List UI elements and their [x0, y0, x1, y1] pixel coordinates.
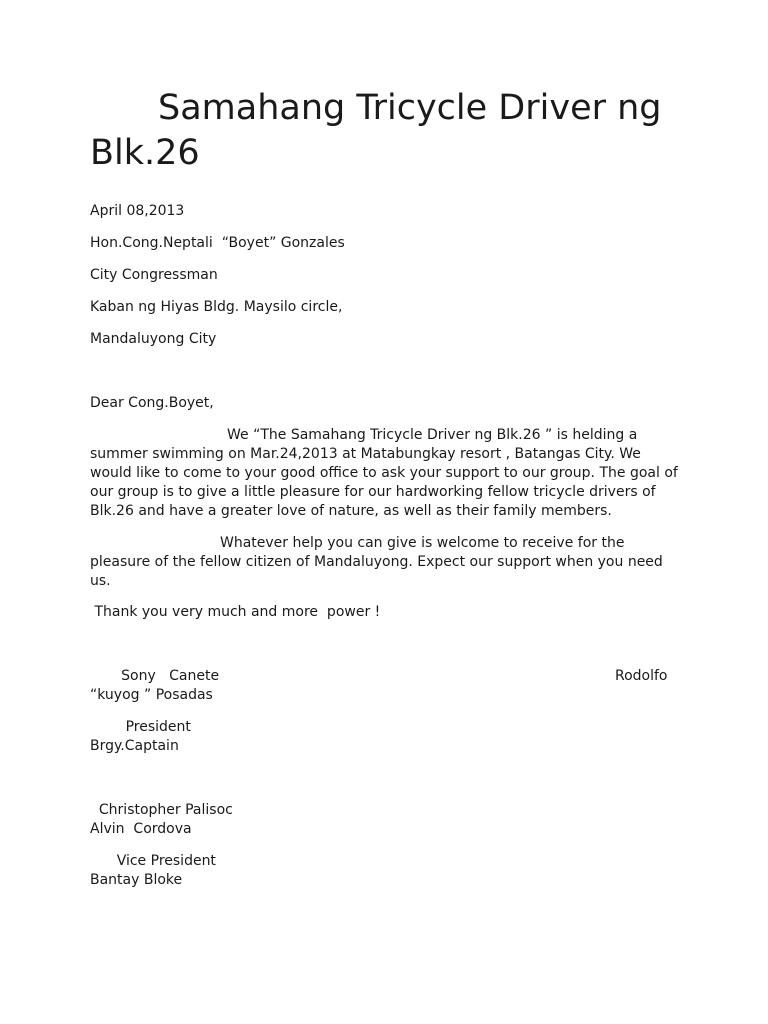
- signatory-alvin-cordova: Alvin Cordova: [90, 821, 192, 837]
- closing-line: Thank you very much and more power !: [90, 604, 381, 620]
- recipient-position: City Congressman: [90, 267, 218, 283]
- body-paragraph-1: We “The Samahang Tricycle Driver ng Blk.26 ” is helding a summer swimming on Mar.24,2013 at Matabungkay resort , Batangas City. We would like to come to your good office to ask your support to our group. The goal of our group is to give a little pleasure for our hardworking fellow tricycle drivers of Blk.26 and have a greater love of nature, as well as their family members.: [90, 427, 678, 519]
- signatory-title-brgy-captain: Brgy.Captain: [90, 738, 179, 754]
- signatory-kuyog-posadas: “kuyog ” Posadas: [90, 687, 213, 703]
- letter-title: Samahang Tricycle Driver ng Blk.26: [90, 88, 662, 173]
- signatory-sony-canete: Sony Canete: [90, 668, 220, 684]
- signatory-rodolfo: Rodolfo: [615, 668, 668, 684]
- recipient-address-line1: Kaban ng Hiyas Bldg. Maysilo circle,: [90, 299, 343, 315]
- signatory-title-president: President: [90, 719, 191, 735]
- body-paragraph-2: Whatever help you can give is welcome to receive for the pleasure of the fellow citizen of Mandaluyong. Expect our support when you need us.: [90, 535, 663, 589]
- recipient-name: Hon.Cong.Neptali “Boyet” Gonzales: [90, 235, 345, 251]
- signatory-christopher-palisoc: Christopher Palisoc: [90, 802, 233, 818]
- letter-date: April 08,2013: [90, 203, 185, 219]
- signatory-title-bantay-bloke: Bantay Bloke: [90, 872, 183, 888]
- salutation: Dear Cong.Boyet,: [90, 395, 214, 411]
- recipient-address-line2: Mandaluyong City: [90, 331, 217, 347]
- signatory-title-vice-president: Vice President: [90, 853, 216, 869]
